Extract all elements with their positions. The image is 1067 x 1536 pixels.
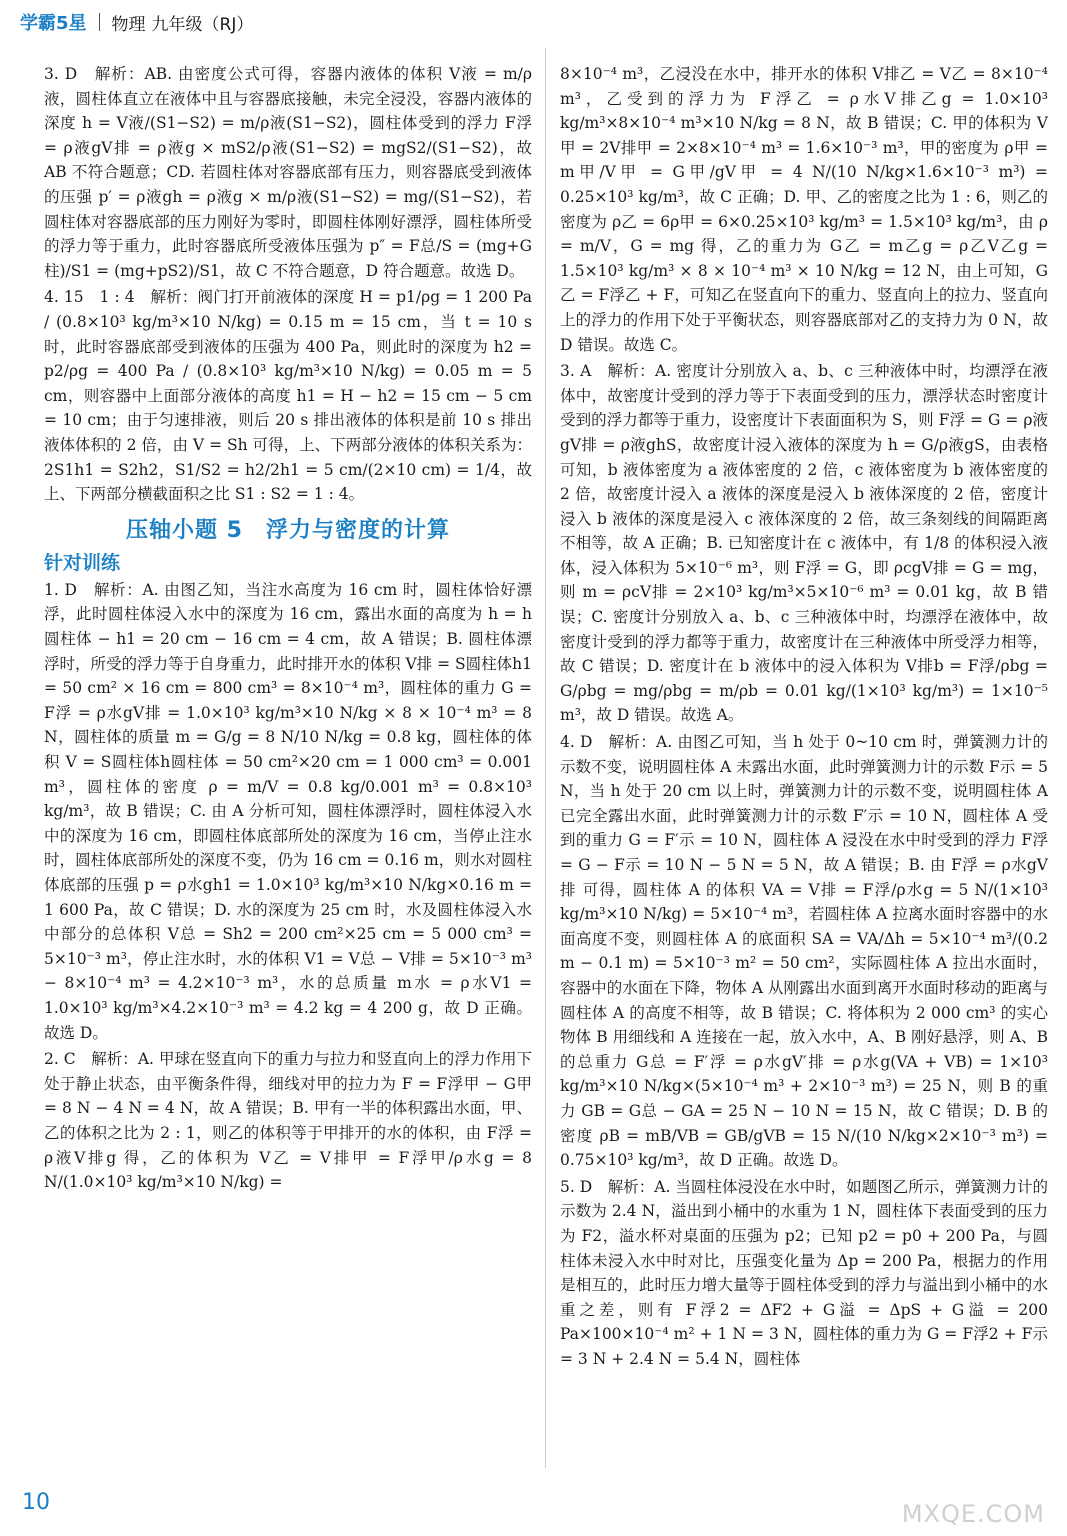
answer-2: 2. C 解析：A. 甲球在竖直向下的重力与拉力和竖直向上的浮力作用下处于静止状态，由平衡条件得，细线对甲的拉力为 F = F浮甲 − G甲 = 8 N − 4 N = 4 N，故 A 错误；B. 甲有一半的体积露出水面，甲、乙的体积之比为 2 : 1，则乙的体积等于甲排开的水的体积，由 F浮 = ρ液V排g 得，乙的体积为 V乙 = V排甲 = F浮甲/ρ水g = 8 N/(1.0×10³ kg/m³×10 N/kg) = — [44, 1050, 532, 1192]
answer-3-left: 3. D 解析：AB. 由密度公式可得，容器内液体的体积 V液 = m/ρ液，圆柱体直立在液体中且与容器底接触，未完全浸没，容器内液体的深度 h = V液/(S1−S2) = m/ρ液(S1−S2)，圆柱体受到的浮力 F浮 = ρ液gV排 = ρ液g × mS2/ρ液(S1−S2) = mgS2/(S1−S2)，故 AB 不符合题意；CD. 若圆柱体对容器底部有压力，则容器底受到液体的压强 p′ = ρ液gh = ρ液g × m/ρ液(S1−S2) = mg/(S1−S2)，若圆柱体对容器底部的压力刚好为零时，即圆柱体刚好漂浮，圆柱体所受的浮力等于重力，此时容器底所受液体压强为 p″ = F总/S = (mg+G柱)/S1 = (mg+pS2)/S1，故 C 不符合题意，D 符合题意。故选 D。 — [44, 65, 532, 280]
right-column — [560, 62, 1048, 1373]
left-column — [44, 62, 532, 1197]
header-grade: 九年级（RJ） — [151, 14, 254, 35]
answer-4: 4. D 解析：A. 由图乙可知，当 h 处于 0~10 cm 时，弹簧测力计的示数不变，说明圆柱体 A 未露出水面，此时弹簧测力计的示数 F示 = 5 N，当 h 处于 20 cm 以上时，弹簧测力计的示数不变，说明圆柱体 A 已完全露出水面，此时弹簧测力计的示数 F′示 = 10 N，圆柱体 A 受到的重力 G = F′示 = 10 N，圆柱体 A 浸没在水中时受到的浮力 F浮 = G − F示 = 10 N − 5 N = 5 N，故 A 错误；B. 由 F浮 = ρ水gV排 可得，圆柱体 A 的体积 VA = V排 = F浮/ρ水g = 5 N/(1×10³ kg/m³×10 N/kg) = 5×10⁻⁴ m³，若圆柱体 A 拉离水面时容器中的水面高度不变，则圆柱体 A 的底面积 SA = VA/Δh = 5×10⁻⁴ m³/(0.2 m − 0.1 m) = 5×10⁻³ m² = 50 cm²，实际圆柱体 A 拉出水面时，容器中的水面在下降，物体 A 从刚露出水面到离开水面时移动的距离与圆柱体 A 的高度不相等，故 B 错误；C. 将体积为 2 000 cm³ 的实心物体 B 用细线和 A 连接在一起，放入水中，A、B 刚好悬浮，则 A、B 的总重力 G总 = F′浮 = ρ水gV′排 = ρ水g(VA + VB) = 1×10³ kg/m³×10 N/kg×(5×10⁻⁴ m³ + 2×10⁻³ m³) = 25 N，则 B 的重力 GB = G总 − GA = 25 N − 10 N = 15 N，故 C 错误；D. B 的密度 ρB = mB/VB = GB/gVB = 15 N/(10 N/kg×2×10⁻³ m³) = 0.75×10³ kg/m³，故 D 正确。故选 D。 — [560, 733, 1048, 1170]
subsection-title: 针对训练 — [44, 552, 121, 575]
brand-logo: 学霸5星 — [20, 13, 87, 34]
answer-2-cont: 8×10⁻⁴ m³，乙浸没在水中，排开水的体积 V排乙 = V乙 = 8×10⁻⁴ m³，乙受到的浮力为 F浮乙 = ρ水V排乙g = 1.0×10³ kg/m³×8×10⁻⁴ m³×10 N/kg = 8 N，故 B 错误；C. 甲的体积为 V甲 = 2V排甲 = 2×8×10⁻⁴ m³ = 1.6×10⁻³ m³，甲的密度为 ρ甲 = m甲/V甲 = G甲/gV甲 = 4 N/(10 N/kg×1.6×10⁻³ m³) = 0.25×10³ kg/m³，故 C 正确；D. 甲、乙的密度之比为 1 : 6，则乙的密度为 ρ乙 = 6ρ甲 = 6×0.25×10³ kg/m³ = 1.5×10³ kg/m³，由 ρ = m/V，G = mg 得，乙的重力为 G乙 = m乙g = ρ乙V乙g = 1.5×10³ kg/m³ × 8 × 10⁻⁴ m³ × 10 N/kg = 12 N，由上可知，G乙 = F浮乙 + F，可知乙在竖直向下的重力、竖直向上的拉力、竖直向上的浮力的作用下处于平衡状态，则容器底部对乙的支持力为 0 N，故 D 错误。故选 C。 — [560, 65, 1048, 354]
header-subject: 物理 — [111, 14, 146, 35]
answer-1: 1. D 解析：A. 由图乙知，当注水高度为 16 cm 时，圆柱体恰好漂浮，此时圆柱体浸入水中的深度为 16 cm，露出水面的高度为 h = h圆柱体 − h1 = 20 cm − 16 cm = 4 cm，故 A 错误；B. 圆柱体漂浮时，所受的浮力等于自身重力，此时排开水的体积 V排 = S圆柱体h1 = 50 cm² × 16 cm = 800 cm³ = 8×10⁻⁴ m³，圆柱体的重力 G = F浮 = ρ水gV排 = 1.0×10³ kg/m³×10 N/kg × 8 × 10⁻⁴ m³ = 8 N，圆柱体的质量 m = G/g = 8 N/10 N/kg = 0.8 kg，圆柱体的体积 V = S圆柱体h圆柱体 = 50 cm²×20 cm = 1 000 cm³ = 0.001 m³，圆柱体的密度 ρ = m/V = 0.8 kg/0.001 m³ = 0.8×10³ kg/m³，故 B 错误；C. 由 A 分析可知，圆柱体漂浮时，圆柱体浸入水中的深度为 16 cm，即圆柱体底部所处的深度为 16 cm，当停止注水时，圆柱体底部所处的深度不变，仍为 16 cm = 0.16 m，则水对圆柱体底部的压强 p = ρ水gh1 = 1.0×10³ kg/m³×10 N/kg×0.16 m = 1 600 Pa，故 C 错误；D. 水的深度为 25 cm 时，水及圆柱体浸入水中部分的总体积 V总 = Sh2 = 200 cm²×25 cm = 5 000 cm³ = 5×10⁻³ m³，停止注水时，水的体积 V1 = V总 − V排 = 5×10⁻³ m³ − 8×10⁻⁴ m³ = 4.2×10⁻³ m³，水的总质量 m水 = ρ水V1 = 1.0×10³ kg/m³×4.2×10⁻³ m³ = 4.2 kg = 4 200 g，故 D 正确。故选 D。 — [44, 580, 532, 1042]
section-title: 压轴小题 5 浮力与密度的计算 — [126, 517, 450, 543]
answer-5: 5. D 解析：A. 当圆柱体浸没在水中时，如题图乙所示，弹簧测力计的示数为 2.4 N，溢出到小桶中的水重为 1 N，圆柱体下表面受到的压力为 F2，溢水杯对桌面的压强为 p2；已知 p2 = p0 + 200 Pa，与圆柱体未浸入水中时对比，压强变化量为 Δp = 200 Pa，根据力的作用是相互的，此时压力增大量等于圆柱体受到的浮力与溢出到小桶中的水重之差，则有 F浮2 = ΔF2 + G溢 = ΔpS + G溢 = 200 Pa×100×10⁻⁴ m² + 1 N = 3 N，圆柱体的重力为 G = F浮2 + F示 = 3 N + 2.4 N = 5.4 N，圆柱体 — [560, 1177, 1048, 1368]
watermark: MXQE.COM — [901, 1500, 1045, 1528]
page-header — [20, 8, 253, 36]
answer-4-left: 4. 15 1 : 4 解析：阀门打开前液体的深度 H = p1/ρg = 1 200 Pa / (0.8×10³ kg/m³×10 N/kg) = 0.15 m = 15 cm，当 t = 10 s 时，此时容器底部受到液体的压强为 400 Pa，则此时的深度为 h2 = p2/ρg = 400 Pa / (0.8×10³ kg/m³×10 N/kg) = 0.05 m = 5 cm，则容器中上面部分液体的高度 h1 = H − h2 = 15 cm − 5 cm = 10 cm；由于匀速排液，则后 20 s 排出液体的体积是前 10 s 排出液体体积的 2 倍，由 V = Sh 可得，上、下两部分液体的体积关系为：2S1h1 = S2h2，S1/S2 = h2/2h1 = 5 cm/(2×10 cm) = 1/4，故上、下两部分横截面积之比 S1 : S2 = 1 : 4。 — [44, 288, 532, 504]
answer-3: 3. A 解析：A. 密度计分别放入 a、b、c 三种液体中时，均漂浮在液体中，故密度计受到的浮力等于下表面受到的压力，漂浮状态时密度计受到的浮力都等于重力，设密度计下表面面积为 S，则 F浮 = G = ρ液gV排 = ρ液ghS，故密度计浸入液体的深度为 h = G/ρ液gS，由表格可知，b 液体密度为 a 液体密度的 2 倍，c 液体密度为 b 液体密度的 2 倍，故密度计浸入 a 液体的深度是浸入 b 液体深度的 2 倍，密度计浸入 b 液体的深度是浸入 c 液体深度的 2 倍，故三条刻线的间隔距离不相等，故 A 正确；B. 已知密度计在 c 液体中，有 1/8 的体积浸入液体，浸入体积为 5×10⁻⁶ m³，则 F浮 = G，即 ρcgV排 = G = mg，则 m = ρcV排 = 2×10³ kg/m³×5×10⁻⁶ m³ = 0.01 kg，故 B 错误；C. 密度计分别放入 a、b、c 三种液体中时，均漂浮在液体中，故密度计受到的浮力都等于重力，故密度计在三种液体中所受浮力相等，故 C 错误；D. 密度计在 b 液体中的浸入体积为 V排b = F浮/ρbg = G/ρbg = mg/ρbg = m/ρb = 0.01 kg/(1×10³ kg/m³) = 1×10⁻⁵ m³，故 D 错误。故选 A。 — [560, 362, 1048, 725]
header-separator — [99, 13, 100, 31]
column-divider — [545, 48, 546, 1468]
page-number: 10 — [22, 1490, 50, 1515]
